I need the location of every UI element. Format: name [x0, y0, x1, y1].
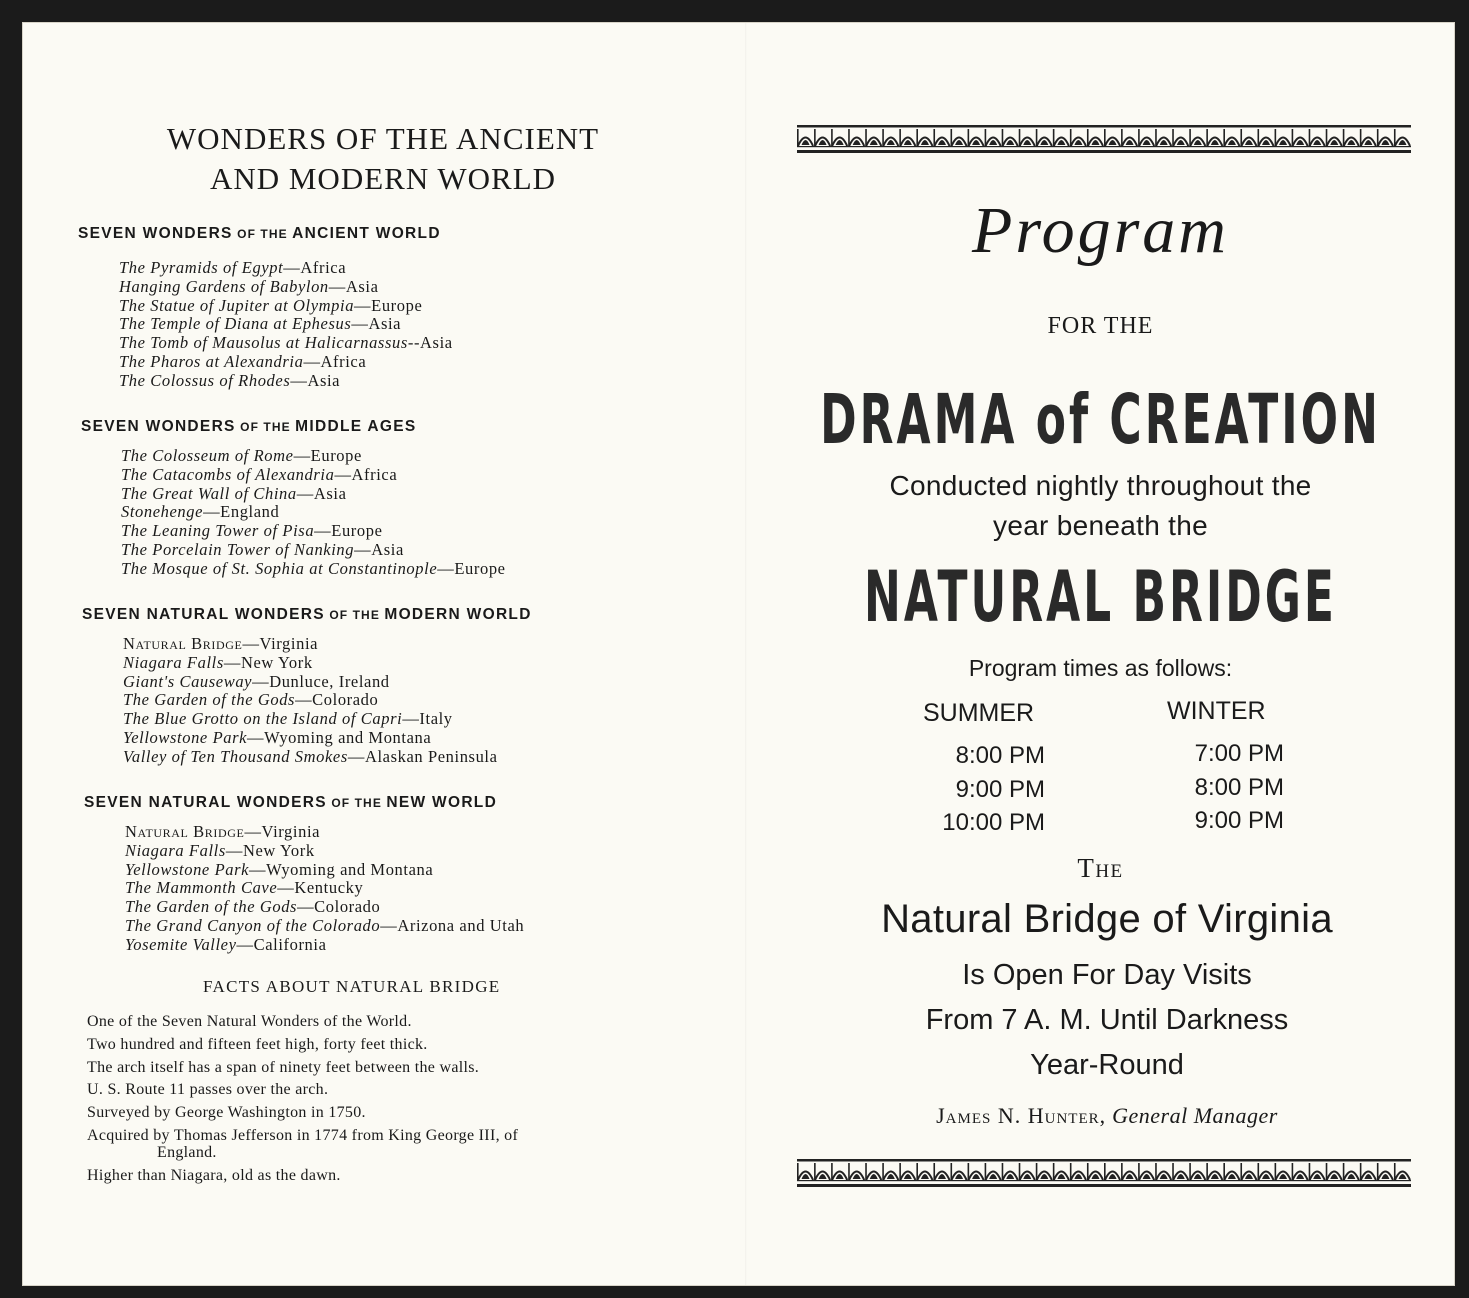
wonder-item: Giant's Causeway—Dunluce, Ireland: [123, 671, 390, 691]
fact-item: Acquired by Thomas Jefferson in 1774 from King George III, of: [87, 1126, 519, 1144]
wonder-item: The Catacombs of Alexandria—Africa: [121, 464, 398, 484]
wonder-item: Yellowstone Park—Wyoming and Montana: [123, 727, 432, 747]
facts-list: [87, 1013, 697, 1190]
wonder-item: Yosemite Valley—California: [125, 934, 327, 954]
wonders-title-line1: WONDERS OF THE ANCIENT: [166, 121, 600, 156]
for-the-label: FOR THE: [1047, 313, 1154, 339]
open-line3: Year-Round: [1030, 1049, 1184, 1081]
wonder-item: The Statue of Jupiter at Olympia—Europe: [119, 295, 423, 315]
section-heading: SEVEN NATURAL WONDERS OF THE NEW WORLD: [84, 794, 498, 811]
open-hours-text: [747, 953, 1467, 1088]
time-item: 7:00 PM: [1194, 740, 1284, 767]
natural-bridge-of-virginia: Natural Bridge of Virginia: [881, 897, 1333, 941]
manager-name: James N. Hunter,: [936, 1103, 1107, 1128]
wonder-item: The Blue Grotto on the Island of Capri—Italy: [123, 709, 453, 729]
wonder-item: The Garden of the Gods—Colorado: [123, 690, 379, 710]
time-item: 9:00 PM: [1194, 807, 1284, 834]
fact-item: England.: [157, 1143, 217, 1161]
drama-of-creation-title: DRAMA of CREATION: [820, 381, 1381, 461]
program-times-heading: Program times as follows:: [968, 655, 1233, 681]
open-line2: From 7 A. M. Until Darkness: [925, 1004, 1289, 1036]
manager-role: General Manager: [1112, 1103, 1278, 1128]
wonder-item: The Temple of Diana at Ephesus—Asia: [119, 314, 402, 334]
wonder-item: Yellowstone Park—Wyoming and Montana: [125, 859, 434, 879]
wonder-item: The Colossus of Rhodes—Asia: [119, 370, 341, 390]
facts-heading: FACTS ABOUT NATURAL BRIDGE: [203, 977, 501, 996]
conducted-text: [747, 466, 1454, 546]
time-item: 10:00 PM: [942, 809, 1045, 836]
open-line1: Is Open For Day Visits: [962, 959, 1252, 991]
winter-times-list: [1167, 737, 1284, 838]
summer-label: SUMMER: [923, 699, 1035, 727]
wonder-item: The Tomb of Mausolus at Halicarnassus--Asia: [119, 333, 453, 353]
time-item: 8:00 PM: [1194, 773, 1284, 801]
wonder-item: Natural Bridge—Virginia: [123, 634, 319, 653]
conducted-line1: Conducted nightly throughout the: [889, 470, 1312, 501]
summer-times-list: [927, 739, 1045, 840]
wonder-item: The Pharos at Alexandria—Africa: [119, 351, 367, 371]
wonder-item: Natural Bridge—Virginia: [125, 822, 321, 841]
section-heading: SEVEN WONDERS OF THE ANCIENT WORLD: [78, 225, 441, 242]
bottom-ornamental-border: [797, 1157, 1411, 1189]
wonder-item: Stonehenge—England: [121, 502, 280, 522]
wonder-item: The Garden of the Gods—Colorado: [125, 897, 381, 917]
winter-label: WINTER: [1167, 697, 1266, 725]
the-label: The: [1077, 853, 1124, 883]
fact-item: One of the Seven Natural Wonders of the World.: [87, 1013, 412, 1030]
manager-credit: [747, 1103, 1467, 1129]
top-ornamental-border: [797, 123, 1411, 155]
wonder-item: The Mammonth Cave—Kentucky: [125, 878, 364, 898]
wonders-list: [123, 635, 498, 767]
left-panel: [23, 23, 743, 1285]
ornament-svg: [797, 123, 1411, 155]
wonder-item: The Mosque of St. Sophia at Constantinople—Europe: [121, 558, 506, 578]
program-leaflet: [22, 22, 1455, 1286]
ornament-svg: [797, 1157, 1411, 1189]
wonder-item: Valley of Ten Thousand Smokes—Alaskan Peninsula: [123, 746, 498, 766]
fact-item: Two hundred and fifteen feet high, forty feet thick.: [87, 1035, 428, 1053]
fact-item: The arch itself has a span of ninety feet between the walls.: [87, 1058, 480, 1076]
program-title: Program: [972, 194, 1229, 267]
wonder-item: The Great Wall of China—Asia: [121, 483, 347, 503]
wonder-item: The Colosseum of Rome—Europe: [121, 446, 362, 465]
time-item: 9:00 PM: [955, 775, 1045, 803]
wonder-item: Niagara Falls—New York: [125, 840, 315, 860]
fact-item: Higher than Niagara, old as the dawn.: [87, 1166, 341, 1184]
natural-bridge-title: NATURAL BRIDGE: [864, 557, 1337, 639]
wonders-title: [83, 119, 683, 199]
wonder-item: The Porcelain Tower of Nanking—Asia: [121, 539, 404, 559]
time-item: 8:00 PM: [955, 742, 1045, 769]
wonders-title-line2: AND MODERN WORLD: [209, 161, 557, 196]
wonder-item: Niagara Falls—New York: [123, 652, 313, 672]
right-panel: [747, 23, 1454, 1285]
fact-item: Surveyed by George Washington in 1750.: [87, 1104, 366, 1122]
wonder-item: Hanging Gardens of Babylon—Asia: [119, 276, 379, 296]
wonders-list: [119, 259, 453, 391]
wonder-item: The Pyramids of Egypt—Africa: [119, 258, 347, 277]
fact-item: U. S. Route 11 passes over the arch.: [87, 1081, 329, 1099]
conducted-line2: year beneath the: [993, 510, 1208, 541]
wonder-item: The Leaning Tower of Pisa—Europe: [121, 521, 383, 541]
wonder-item: The Grand Canyon of the Colorado—Arizona and Utah: [125, 915, 525, 935]
section-heading: SEVEN NATURAL WONDERS OF THE MODERN WORLD: [82, 606, 532, 623]
wonders-list: [121, 447, 506, 579]
wonders-list: [125, 823, 524, 955]
section-heading: SEVEN WONDERS OF THE MIDDLE AGES: [81, 418, 417, 435]
